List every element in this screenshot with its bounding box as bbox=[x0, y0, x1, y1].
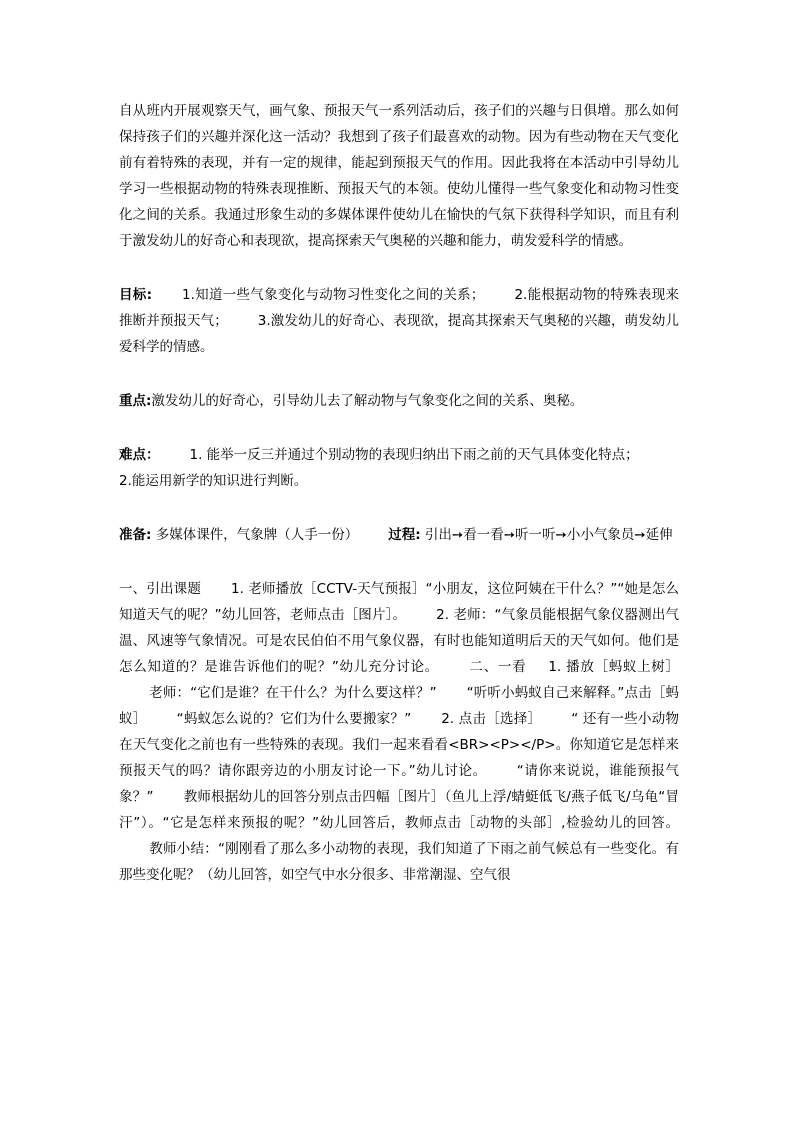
process-text: 引出➙看一看➙听一听➙小小气象员➙延伸 bbox=[424, 527, 673, 543]
difficulty-item-1: 1. 能举一反三并通过个别动物的表现归纳出下雨之前的天气具体变化特点； bbox=[189, 447, 639, 463]
procedure-paragraph bbox=[119, 576, 679, 888]
procedure-step-2: 1. 老师播放［CCTV-天气预报］“小朋友，这位阿姨在干什么？”“她是怎么知道天气的呢？”幼儿回答，老师点击［图片］。 bbox=[119, 581, 680, 623]
preparation-label: 准备: bbox=[119, 527, 152, 543]
goals-paragraph bbox=[119, 282, 679, 360]
preparation-paragraph bbox=[119, 522, 679, 548]
process-label: 过程: bbox=[388, 527, 421, 543]
procedure-step-1: 一、引出课题 bbox=[119, 581, 201, 597]
key-points-label: 重点: bbox=[119, 393, 152, 409]
procedure-step-13: 教师小结：“刚刚看了那么多小动物的表现，我们知道了下雨之前气候总有一些变化。有那些变化呢？（幼儿回答，如空气中水分很多、非常潮湿、空气很 bbox=[119, 841, 679, 883]
key-points-text: 激发幼儿的好奇心，引导幼儿去了解动物与气象变化之间的关系、奥秘。 bbox=[151, 393, 584, 409]
goal-item-1: 1.知道一些气象变化与动物习性变化之间的关系； bbox=[181, 287, 485, 303]
document-page bbox=[119, 98, 679, 888]
intro-paragraph: 自从班内开展观察天气，画气象、预报天气一系列活动后，孩子们的兴趣与日俱增。那么如何保持孩子们的兴趣并深化这一活动？我想到了孩子们最喜欢的动物。因为有些动物在天气变化前有着特殊的表现，并有一定的规律，能起到预报天气的作用。因此我将在本活动中引导幼儿学习一些根据动物的特殊表现推断、预报天气的本领。使幼儿懂得一些气象变化和动物习性变化之间的关系。我通过形象生动的多媒体课件使幼儿在愉快的气氛下获得科学知识，而且有利于激发幼儿的好奇心和表现欲，提高探索天气奥秘的兴趣和能力，萌发爱科学的情感。 bbox=[119, 103, 679, 249]
procedure-step-9: 2. 点击［选择］ bbox=[441, 711, 542, 727]
goal-item-2: 2.能根据动物的特殊表现来推断并预报天气； bbox=[119, 287, 679, 329]
procedure-step-7: “听听小蚂蚁自己来解释。”点击［蚂蚁］ bbox=[119, 685, 679, 727]
key-points-paragraph bbox=[119, 388, 679, 414]
procedure-step-3: 2. 老师：“气象员能根据气象仪器测出气温、风速等气象情况。可是农民伯伯不用气象仪器，有时也能知道明后天的天气如何。他们是怎么知道的？是谁告诉他们的呢？”幼儿充分讨论。 bbox=[119, 607, 679, 675]
procedure-step-6: 老师：“它们是谁？在干什么？为什么要这样？” bbox=[149, 685, 437, 701]
procedure-step-5: 1. 播放［蚂蚁上树］ bbox=[548, 659, 680, 675]
difficulty-item-2: 2.能运用新学的知识进行判断。 bbox=[119, 473, 308, 489]
difficulties-paragraph bbox=[119, 442, 679, 494]
preparation-text: 多媒体课件，气象牌（人手一份） bbox=[155, 527, 359, 543]
procedure-step-10: “ 还有一些小动物在天气变化之前也有一些特殊的表现。我们一起来看看<BR><P></P>。你知道它是怎样来预报天气的吗？请你跟旁边的小朋友讨论一下。”幼儿讨论。 bbox=[119, 711, 679, 779]
goal-item-3: 3.激发幼儿的好奇心、表现欲，提高其探索天气奥秘的兴趣，萌发幼儿爱科学的情感。 bbox=[119, 313, 679, 355]
procedure-step-8: “蚂蚁怎么说的？它们为什么要搬家？” bbox=[176, 711, 412, 727]
procedure-step-12: 教师根据幼儿的回答分别点击四幅［图片］（鱼儿上浮/蜻蜓低飞/燕子低飞/乌龟“冒汗”）。“它是怎样来预报的呢？”幼儿回答后，教师点击［动物的头部］,检验幼儿的回答。 bbox=[119, 789, 679, 831]
difficulties-label: 难点： bbox=[119, 447, 160, 463]
goals-label: 目标: bbox=[119, 287, 152, 303]
procedure-step-11: “请你来说说，谁能预报气象？” bbox=[119, 763, 679, 805]
procedure-step-4: 二、一看 bbox=[468, 659, 527, 675]
